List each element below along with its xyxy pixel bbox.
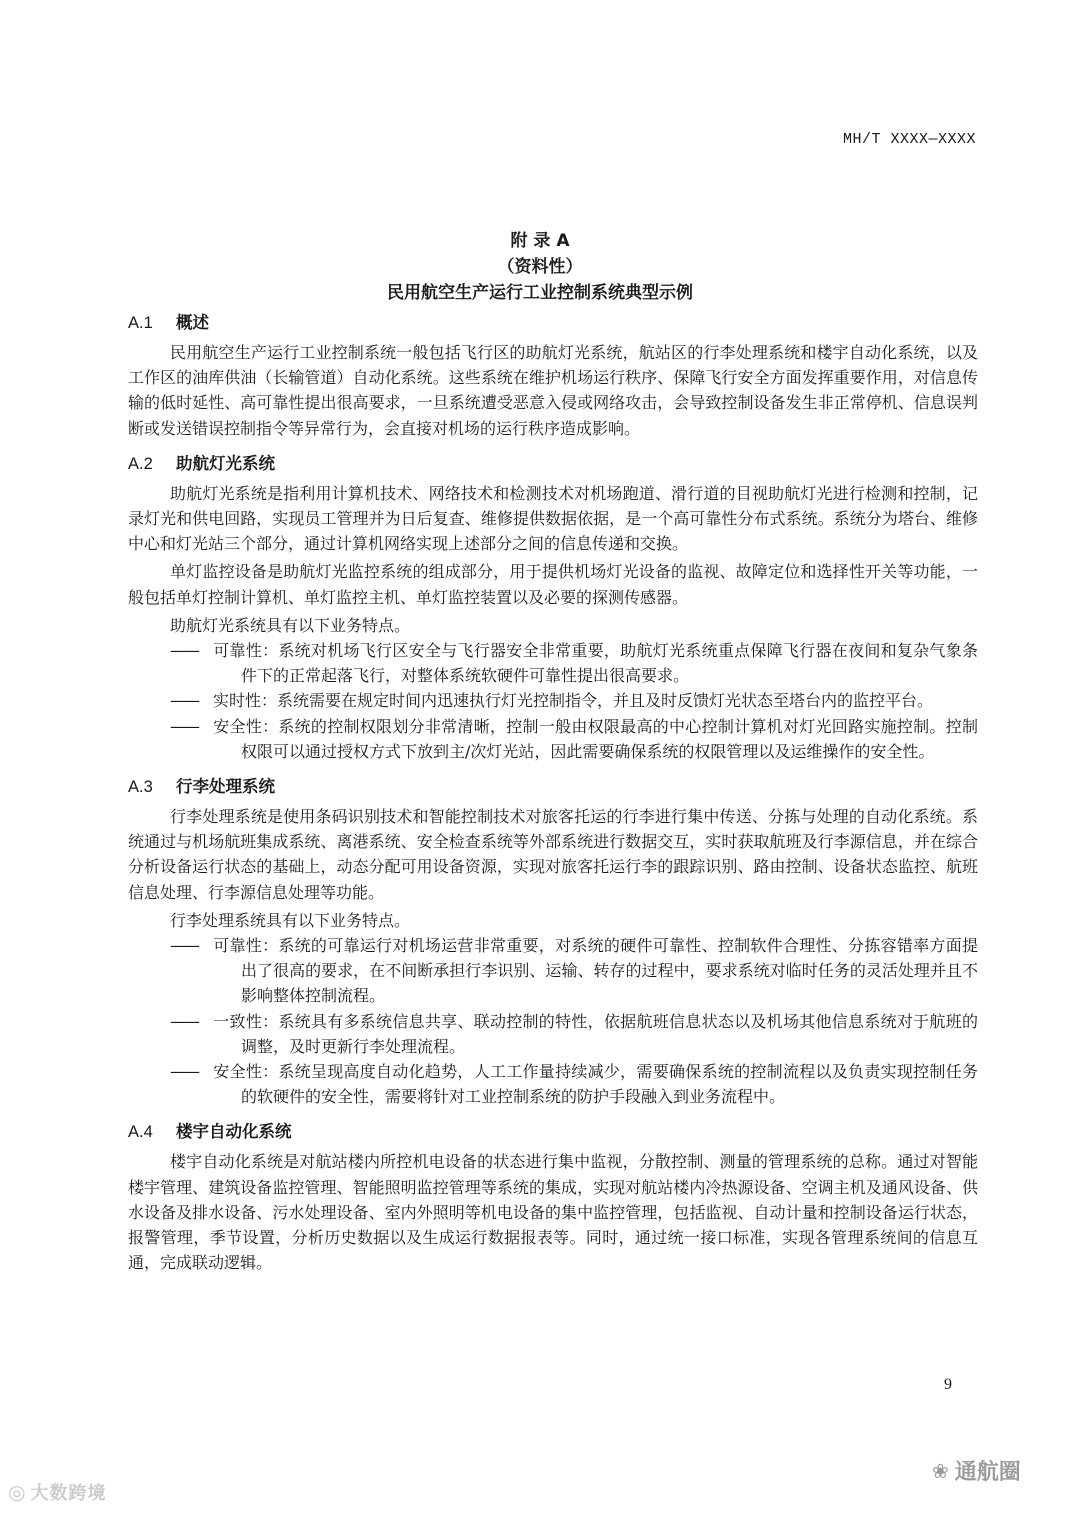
paragraph: 助航灯光系统是指利用计算机技术、网络技术和检测技术对机场跑道、滑行道的目视助航灯光进行检测和控制，记录灯光和供电回路，实现员工管理并为日后复查、维修提供数据依据，是一个高可靠性分布式系统。系统分为塔台、维修中心和灯光站三个部分，通过计算机网络实现上述部分之间的信息传递和交换。 [128, 483, 978, 554]
watermark-text: 通航圈 [954, 1460, 1021, 1485]
section-number: A.4 [128, 1123, 153, 1142]
section-title: 行李处理系统 [176, 777, 275, 797]
section-number: A.2 [128, 454, 153, 473]
section-heading-a4 [128, 1118, 978, 1146]
document-body [128, 309, 978, 1276]
paragraph: 楼宇自动化系统是对航站楼内所控机电设备的状态进行集中监视，分散控制、测量的管理系统的总称。通过对智能楼宇管理、建筑设备监控管理、智能照明监控管理等系统的集成，实现对航站楼内冷热源设备、空调主机及通风设备、供水设备及排水设备、污水处理设备、室内外照明等机电设备的集中监控管理，包括监视、自动计量和控制设备运行状态，报警管理，季节设置，分析历史数据以及生成运行数据报表等。同时，通过统一接口标准，实现各管理系统间的信息互通，完成联动逻辑。 [128, 1152, 978, 1273]
list-item: —— 可靠性：系统对机场飞行区安全与飞行器安全非常重要，助航灯光系统重点保障飞行器在夜间和复杂气象条件下的正常起落飞行，对整体系统软硬件可靠性提出很高要求。 [170, 638, 978, 688]
list-item: —— 安全性：系统呈现高度自动化趋势，人工工作量持续减少，需要确保系统的控制流程以及负责实现控制任务的软硬件的安全性，需要将针对工业控制系统的防护手段融入到业务流程中。 [170, 1059, 978, 1109]
section-heading-a3 [128, 773, 978, 801]
list-item: —— 安全性：系统的控制权限划分非常清晰，控制一般由权限最高的中心控制计算机对灯光回路实施控制。控制权限可以通过授权方式下放到主/次灯光站，因此需要确保系统的权限管理以及运维操作的安全性。 [170, 714, 978, 764]
section-number: A.1 [128, 314, 153, 332]
paragraph: 民用航空生产运行工业控制系统一般包括飞行区的助航灯光系统，航站区的行李处理系统和楼宇自动化系统，以及工作区的油库供油（长输管道）自动化系统。这些系统在维护机场运行秩序、保障飞行安全方面发挥重要作用，对信息传输的低时延性、高可靠性提出很高要求，一旦系统遭受恶意入侵或网络攻击，会导致控制设备发生非正常停机、信息误判断或发送错误控制指令等异常行为，会直接对机场的运行秩序造成影响。 [128, 343, 978, 438]
appendix-label: 附 录 A [510, 231, 570, 251]
list-item: —— 一致性：系统具有多系统信息共享、联动控制的特性，依据航班信息状态以及机场其他信息系统对于航班的调整，及时更新行李处理流程。 [170, 1009, 978, 1059]
appendix-titles [0, 228, 1080, 306]
appendix-title: 民用航空生产运行工业控制系统典型示例 [387, 283, 693, 303]
bullet-dash: —— [170, 641, 198, 661]
list-item: —— 可靠性：系统的可靠运行对机场运营非常重要，对系统的硬件可靠性、控制软件合理性、分拣容错率方面提出了很高的要求，在不间断承担行李识别、运输、转存的过程中，要求系统对临时任务的灵活处理并且不影响整体控制流程。 [170, 933, 978, 1009]
section-title: 概述 [176, 313, 209, 332]
paragraph: 行李处理系统是使用条码识别技术和智能控制技术对旅客托运的行李进行集中传送、分拣与处理的自动化系统。系统通过与机场航班集成系统、离港系统、安全检查系统等外部系统进行数据交互，实时获取航班及行李源信息，并在综合分析设备运行状态的基础上，动态分配可用设备资源，实现对旅客托运行李的跟踪识别、路由控制、设备状态监控、航班信息处理、行李源信息处理等功能。 [128, 807, 978, 902]
section-title: 助航灯光系统 [176, 453, 275, 473]
bullet-dash: —— [170, 1062, 198, 1082]
list-item: —— 实时性：系统需要在规定时间内迅速执行灯光控制指令，并且及时反馈灯光状态至塔台内的监控平台。 [170, 688, 978, 713]
standard-code: MH/T XXXX—XXXX [842, 131, 976, 148]
bullet-dash: —— [170, 716, 198, 736]
watermark-right [932, 1455, 1021, 1486]
paragraph: 助航灯光系统具有以下业务特点。 [170, 615, 411, 635]
appendix-nature: （资料性） [497, 257, 583, 277]
paragraph: 行李处理系统具有以下业务特点。 [170, 910, 411, 930]
wechat-icon: ❀ [932, 1459, 949, 1483]
section-title: 楼宇自动化系统 [176, 1122, 292, 1142]
bullet-dash: —— [170, 936, 198, 956]
bullet-dash: —— [170, 1011, 198, 1031]
watermark-left [8, 1479, 106, 1505]
paragraph: 单灯监控设备是助航灯光监控系统的组成部分，用于提供机场灯光设备的监视、故障定位和选择性开关等功能，一般包括单灯控制计算机、单灯监控主机、单灯监控装置以及必要的探测传感器。 [128, 562, 978, 607]
section-heading-a1 [128, 309, 978, 337]
section-number: A.3 [128, 778, 153, 797]
watermark-logo-icon: ◎ [8, 1480, 27, 1504]
page-number: 9 [944, 1376, 952, 1393]
watermark-text: 大数跨境 [30, 1483, 107, 1504]
bullet-dash: —— [170, 691, 198, 711]
section-heading-a2 [128, 450, 978, 478]
